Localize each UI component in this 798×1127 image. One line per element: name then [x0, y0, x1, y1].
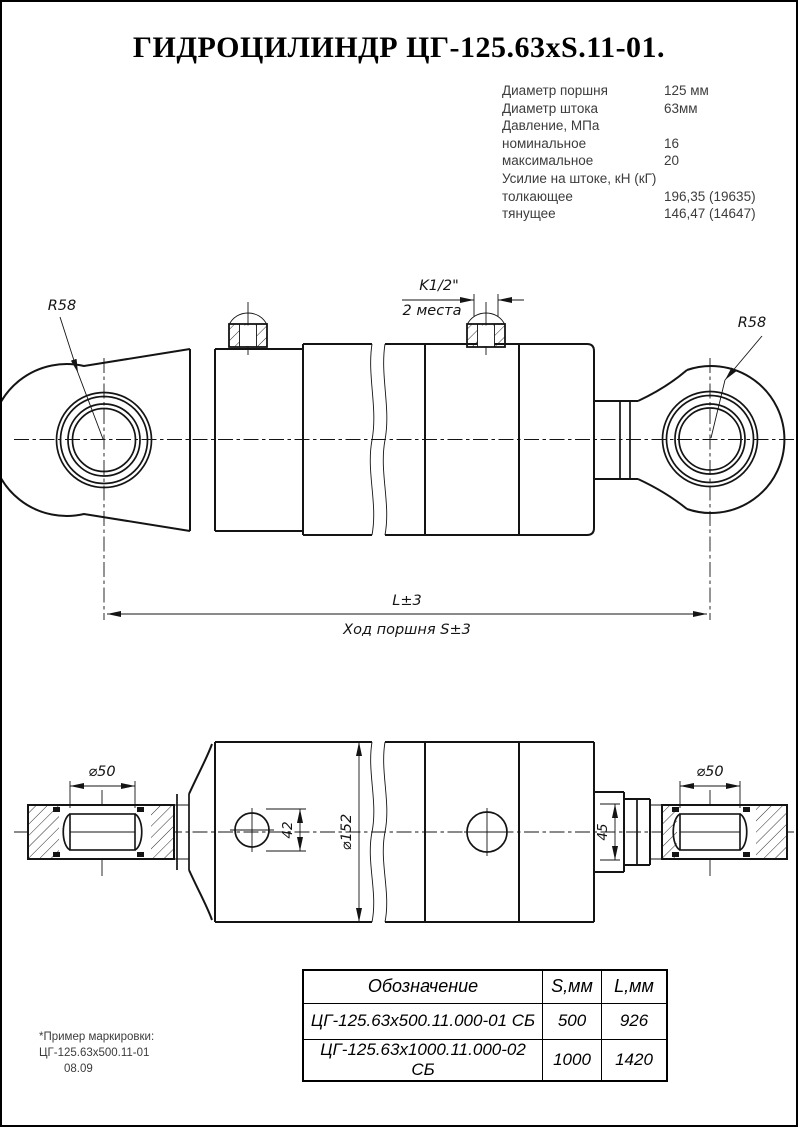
plan-port-right	[464, 808, 510, 856]
rod-end-label: 45	[595, 823, 611, 841]
left-eye-outline	[2, 349, 190, 531]
spec-block	[502, 82, 792, 223]
spec-label: Диаметр поршня	[502, 83, 608, 98]
l-cell: 926	[602, 1003, 668, 1039]
designation-cell: ЦГ-125.63x500.11.000-01 СБ	[303, 1003, 543, 1039]
note-line: *Пример маркировки:	[39, 1031, 155, 1043]
note-line: 08.09	[64, 1062, 93, 1075]
col-header-l: L,мм	[602, 970, 668, 1003]
s-cell: 500	[543, 1003, 602, 1039]
thread-dimension	[402, 278, 524, 319]
page-title: ГИДРОЦИЛИНДР ЦГ-125.63xS.11-01.	[132, 31, 666, 64]
spec-label: Усилие на штоке, кН (кГ)	[502, 170, 657, 186]
bore-left-label: ⌀50	[88, 764, 116, 780]
spec-value: 146,47 (14647)	[664, 206, 756, 222]
bore-dimension-left	[70, 764, 135, 808]
spec-row	[502, 170, 792, 188]
port-boss-label: 42	[280, 821, 296, 839]
plan-right-eye	[662, 790, 787, 876]
size-table	[302, 969, 668, 1082]
spec-value: 125 мм	[664, 83, 709, 98]
spec-row	[502, 82, 792, 100]
spec-value: 16	[664, 135, 680, 151]
marking-note	[39, 1030, 154, 1077]
radius-left-label: R58	[47, 298, 77, 314]
tube-diameter-label: ⌀152	[339, 813, 355, 851]
s-cell: 1000	[543, 1039, 602, 1081]
plan-left-eye	[28, 790, 174, 876]
thread-label: K1/2"	[419, 278, 459, 294]
thread-places-label: 2 места	[402, 303, 462, 319]
stroke-label: Ход поршня S±3	[343, 622, 471, 638]
spec-value	[664, 117, 792, 135]
col-header-designation: Обозначение	[303, 970, 543, 1003]
side-view	[2, 278, 794, 638]
spec-label: толкающее	[502, 188, 573, 204]
spec-row	[502, 188, 792, 206]
bore-right-label: ⌀50	[696, 764, 724, 780]
spec-value: 196,35 (19635)	[664, 188, 756, 204]
spec-label: Диаметр штока	[502, 100, 599, 116]
col-header-s: S,мм	[543, 970, 602, 1003]
length-dimension	[107, 593, 707, 638]
port-plug-left	[229, 302, 267, 355]
designation-cell: ЦГ-125.63x1000.11.000-02 СБ	[303, 1039, 543, 1081]
length-label: L±3	[392, 593, 422, 609]
spec-row	[502, 117, 792, 135]
plan-view	[14, 742, 794, 922]
rod-end-dimension	[595, 804, 620, 860]
note-line: ЦГ-125.63х500.11-01	[39, 1046, 150, 1059]
spec-value	[664, 170, 792, 188]
spec-row	[502, 205, 792, 223]
spec-label: максимальное	[502, 153, 594, 169]
spec-row	[502, 152, 792, 170]
spec-label: Давление, МПа	[502, 118, 600, 134]
spec-label: номинальное	[502, 135, 587, 151]
plan-port-left	[230, 808, 274, 852]
table-row	[303, 1003, 667, 1039]
spec-value: 20	[664, 153, 680, 169]
spec-label: тянущее	[502, 206, 556, 222]
port-plug-right	[467, 302, 505, 355]
spec-value: 63мм	[664, 100, 698, 116]
spec-row	[502, 135, 792, 153]
spec-row	[502, 100, 792, 118]
radius-right-label: R58	[737, 315, 767, 331]
l-cell: 1420	[602, 1039, 668, 1081]
table-row	[303, 1039, 667, 1081]
size-table-header-row	[303, 970, 667, 1003]
